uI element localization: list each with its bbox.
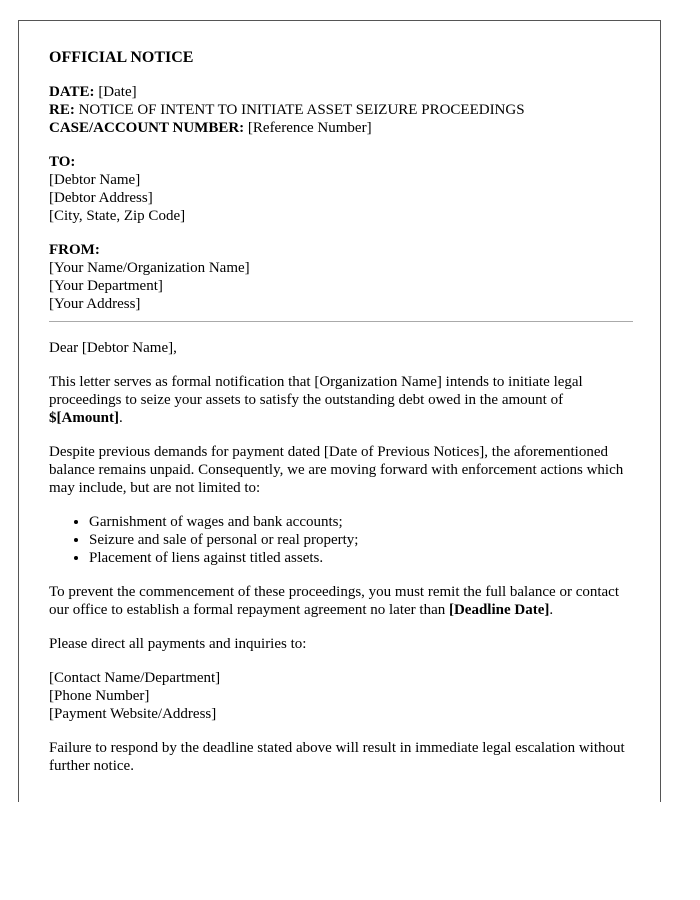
from-label: FROM:	[49, 242, 100, 258]
from-line: [Your Department]	[49, 278, 163, 294]
case-line	[49, 119, 633, 137]
contact-line: [Payment Website/Address]	[49, 706, 217, 722]
from-line: [Your Name/Organization Name]	[49, 260, 250, 276]
re-label: RE:	[49, 102, 75, 118]
to-label: TO:	[49, 154, 76, 170]
amount-value: $[Amount]	[49, 410, 119, 426]
paragraph-failure: Failure to respond by the deadline stated above will result in immediate legal escalation without further notice.	[49, 740, 625, 774]
deadline-end: .	[549, 602, 554, 618]
intent-end: .	[119, 410, 123, 426]
contact-line: [Phone Number]	[49, 688, 150, 704]
header-block	[49, 83, 633, 137]
case-value: [Reference Number]	[247, 120, 372, 136]
list-item: • Garnishment of wages and bank accounts;	[89, 513, 633, 531]
date-value: [Date]	[98, 84, 137, 100]
paragraph-demands: Despite previous demands for payment dated [Date of Previous Notices], the aforementioned balance remains unpaid. Consequently, we are moving forward with enforcement actions which may include, but are not limited to:	[49, 444, 624, 496]
date-label: DATE:	[49, 84, 95, 100]
list-item: • Seizure and sale of personal or real property;	[89, 531, 633, 549]
salutation: Dear [Debtor Name],	[49, 340, 177, 356]
re-line	[49, 101, 633, 119]
paragraph-intent	[49, 373, 633, 427]
to-block	[49, 153, 633, 225]
divider	[49, 321, 633, 322]
date-line	[49, 83, 633, 101]
list-item: • Placement of liens against titled assets.	[89, 549, 633, 567]
paragraph-deadline	[49, 583, 633, 619]
notice-title: OFFICIAL NOTICE	[49, 49, 194, 66]
enforcement-list	[49, 513, 633, 567]
deadline-value: [Deadline Date]	[448, 602, 550, 618]
deadline-text: To prevent the commencement of these proceedings, you must remit the full balance or contact our office to establish a formal repayment agreement no later than	[49, 584, 619, 618]
from-line: [Your Address]	[49, 296, 141, 312]
to-line: [Debtor Address]	[49, 190, 153, 206]
intent-text: This letter serves as formal notification that [Organization Name] intends to initiate legal proceedings to seize your assets to satisfy the outstanding debt owed in the amount of	[49, 374, 583, 408]
case-label: CASE/ACCOUNT NUMBER:	[49, 120, 245, 136]
to-line: [City, State, Zip Code]	[49, 208, 186, 224]
from-block	[49, 241, 633, 313]
to-line: [Debtor Name]	[49, 172, 141, 188]
contact-line: [Contact Name/Department]	[49, 670, 221, 686]
contact-block	[49, 669, 633, 723]
letter-content	[49, 49, 633, 775]
re-value: NOTICE OF INTENT TO INITIATE ASSET SEIZURE PROCEEDINGS	[78, 102, 525, 118]
paragraph-direct: Please direct all payments and inquiries to:	[49, 636, 307, 652]
letter-page	[18, 20, 661, 802]
